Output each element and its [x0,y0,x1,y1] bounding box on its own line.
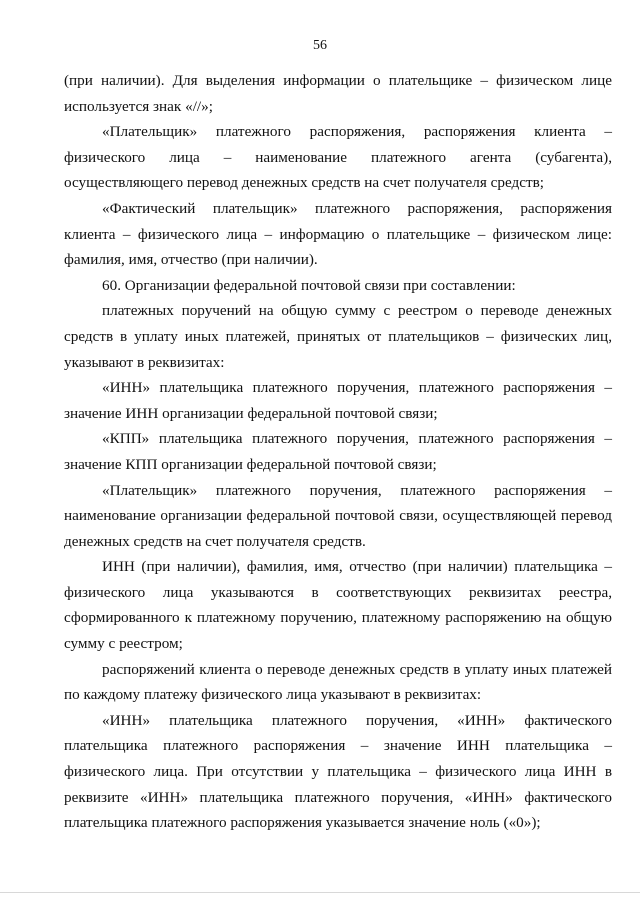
paragraph: распоряжений клиента о переводе денежных средств в уплату иных платежей по каждому платежу физического лица указывают в реквизитах: [64,660,612,704]
paragraph: «КПП» плательщика платежного поручения, платежного распоряжения – значение КПП организации федеральной почтовой связи; [64,430,612,473]
paragraph: «ИНН» плательщика платежного поручения, платежного распоряжения – значение ИНН организации федеральной почтовой связи; [64,379,612,422]
paragraph: платежных поручений на общую сумму с реестром о переводе денежных средств в уплату иных платежей, принятых от плательщиков – физических лиц, указывают в реквизитах: [64,302,612,371]
document-body [64,68,612,836]
scan-edge-line [0,892,640,893]
paragraph: «ИНН» плательщика платежного поручения, «ИНН» фактического плательщика платежного распоряжения – значение ИНН плательщика – физического лица. При отсутствии у плательщика – физического лица ИНН в реквизите «ИНН» плательщика платежного поручения, «ИНН» фактического плательщика платежного распоряжения указывается значение ноль («0»); [64,711,612,832]
paragraph: «Плательщик» платежного поручения, платежного распоряжения – наименование организации федеральной почтовой связи, осуществляющей перевод денежных средств на счет получателя средств. [64,481,612,550]
paragraph: 60. Организации федеральной почтовой связи при составлении: [102,276,516,294]
paragraph: «Плательщик» платежного распоряжения, распоряжения клиента – физического лица – наименование платежного агента (субагента), осуществляющего перевод денежных средств на счет получателя средств; [64,123,612,192]
page-number: 56 [313,38,327,53]
paragraph: (при наличии). Для выделения информации о плательщике – физическом лице используется знак «//»; [64,72,612,115]
paragraph: ИНН (при наличии), фамилия, имя, отчество (при наличии) плательщика – физического лица указываются в соответствующих реквизитах реестра, сформированного к платежному поручению, платежному распоряжению на общую сумму с реестром; [64,558,612,653]
paragraph: «Фактический плательщик» платежного распоряжения, распоряжения клиента – физического лица – информацию о плательщике – физическом лице: фамилия, имя, отчество (при наличии). [64,199,612,269]
